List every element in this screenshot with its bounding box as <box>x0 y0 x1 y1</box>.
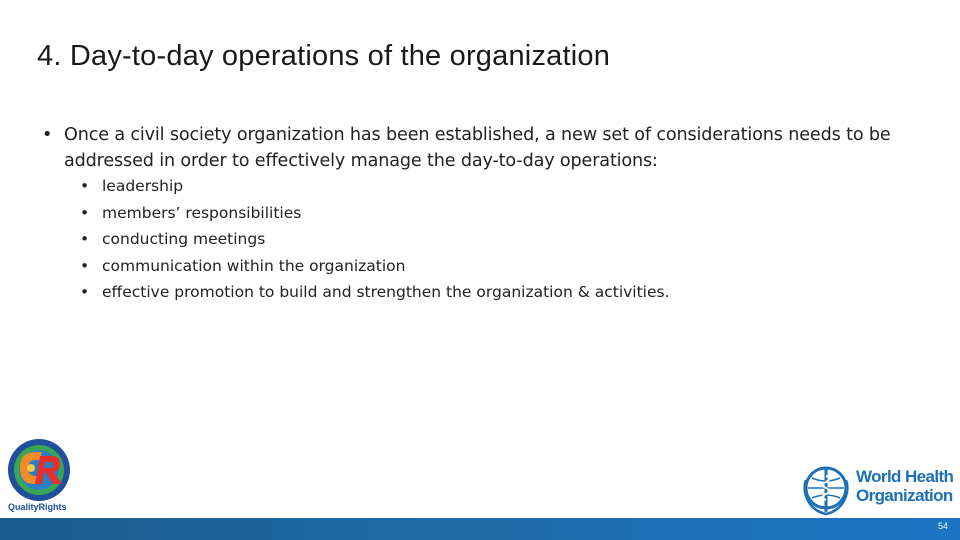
bullet-dot: • <box>80 283 90 301</box>
sub-bullet-text: conducting meetings <box>102 230 266 248</box>
who-line-2: Organization <box>856 486 953 505</box>
sub-bullet-item <box>80 202 670 229</box>
main-bullet-text: Once a civil society organization has been established, a new set of considerations needs to be addressed in order to effectively manage the day-to-day operations: <box>64 125 891 171</box>
who-line-1: World Health <box>856 467 954 486</box>
bullet-dot: • <box>42 125 53 145</box>
sub-bullet-list <box>80 175 670 308</box>
footer-bar <box>0 518 960 540</box>
bullet-dot: • <box>80 256 90 275</box>
page-number: 54 <box>937 521 948 531</box>
sub-bullet-item <box>80 281 670 308</box>
sub-bullet-item <box>80 228 670 255</box>
quality-rights-label: QualityRights <box>8 502 67 512</box>
bullet-dot: • <box>80 203 90 222</box>
sub-bullet-text: members’ responsibilities <box>102 203 302 222</box>
sub-bullet-text: communication within the organization <box>102 256 406 275</box>
bullet-dot: • <box>80 177 90 195</box>
slide-title: 4. Day-to-day operations of the organization <box>37 40 611 72</box>
sub-bullet-text: effective promotion to build and strengthen the organization & activities. <box>102 283 670 301</box>
who-logo-text <box>856 467 953 505</box>
who-emblem-icon <box>800 462 852 516</box>
sub-bullet-text: leadership <box>102 177 184 195</box>
main-bullet <box>42 122 922 174</box>
bullet-dot: • <box>80 230 90 248</box>
sub-bullet-item <box>80 175 670 202</box>
sub-bullet-item <box>80 255 670 282</box>
